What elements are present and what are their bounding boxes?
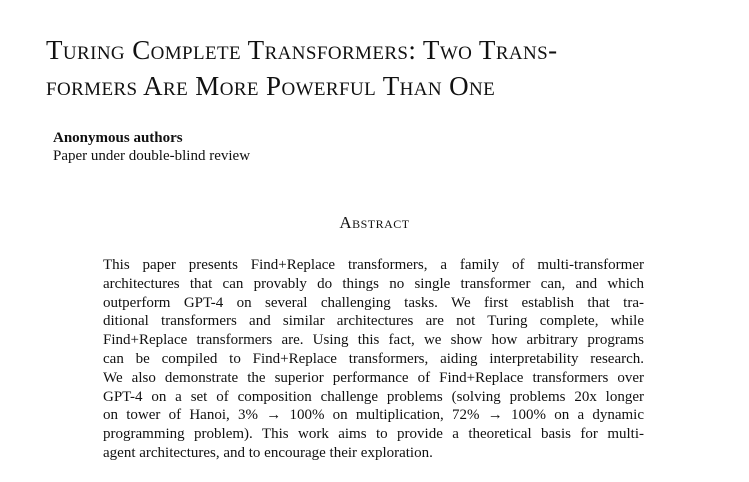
abstract-line-2: architectures that can provably do things no single transformer can, and which	[103, 275, 644, 292]
abstract-line-4: ditional transformers and similar architectures are not Turing complete, while	[103, 313, 644, 330]
abstract-line-1: This paper presents Find+Replace transformers, a family of multi-transformer	[103, 257, 644, 273]
paper-title-line-1: Turing Complete Transformers: Two Trans-	[46, 35, 558, 65]
abstract-line-8: GPT-4 on a set of composition challenge problems (solving problems 20x longer	[103, 388, 644, 405]
author-affiliation: Paper under double-blind review	[53, 148, 251, 164]
paper-title	[46, 32, 716, 104]
abstract-body	[103, 256, 644, 463]
abstract-line-10: programming problem). This work aims to provide a theoretical basis for multi-	[103, 426, 644, 443]
abstract-heading: Abstract	[339, 213, 410, 232]
author-name: Anonymous authors	[53, 130, 183, 146]
author-block	[53, 129, 250, 165]
abstract-line-5: Find+Replace transformers are. Using this fact, we show how arbitrary programs	[103, 332, 644, 349]
abstract-line-7: We also demonstrate the superior performance of Find+Replace transformers over	[103, 369, 644, 386]
abstract-line-11: agent architectures, and to encourage their exploration.	[103, 444, 433, 461]
abstract-line-9: on tower of Hanoi, 3% → 100% on multiplication, 72% → 100% on a dynamic	[103, 407, 644, 424]
abstract-line-6: can be compiled to Find+Replace transformers, aiding interpretability research.	[103, 350, 644, 367]
abstract-line-3: outperform GPT-4 on several challenging tasks. We first establish that tra-	[103, 294, 644, 311]
paper-title-line-2: formers Are More Powerful Than One	[46, 71, 496, 101]
